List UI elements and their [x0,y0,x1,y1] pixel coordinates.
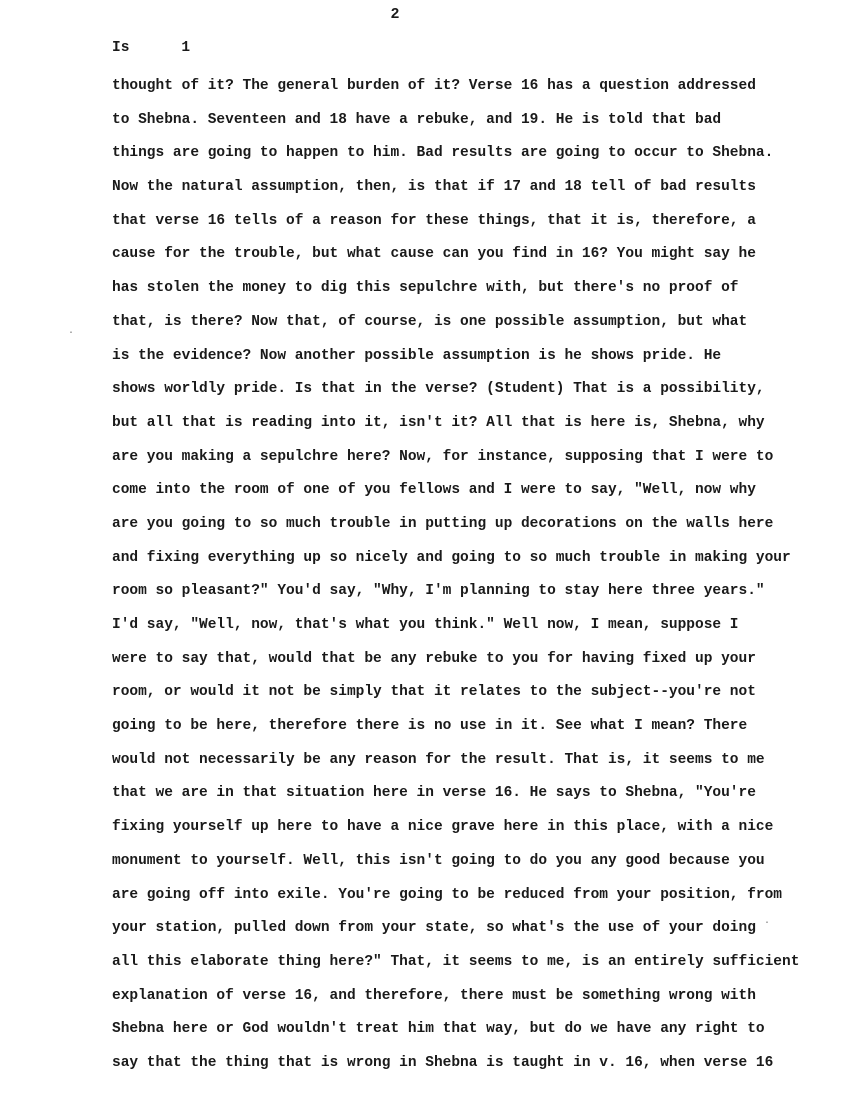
text-line: Shebna here or God wouldn't treat him that way, but do we have any right to [112,1021,765,1038]
text-line: going to be here, therefore there is no use in it. See what I mean? There [112,718,748,735]
text-line: to Shebna. Seventeen and 18 have a rebuke, and 19. He is told that bad [112,111,722,128]
text-line: that, is there? Now that, of course, is one possible assumption, but what [112,313,748,330]
text-line: explanation of verse 16, and therefore, there must be something wrong with [112,987,756,1004]
text-line: is the evidence? Now another possible assumption is he shows pride. He [112,347,722,364]
text-line: Now the natural assumption, then, is that if 17 and 18 tell of bad results [112,179,756,196]
text-line: all this elaborate thing here?" That, it seems to me, is an entirely sufficient [112,953,800,970]
text-line: monument to yourself. Well, this isn't going to do you any good because you [112,852,765,869]
text-line: things are going to happen to him. Bad results are going to occur to Shebna. [112,145,774,162]
text-line: fixing yourself up here to have a nice grave here in this place, with a nice [112,819,774,836]
scan-mark: · [764,918,771,929]
text-line: and fixing everything up so nicely and going to so much trouble in making your [112,549,791,566]
text-line: room so pleasant?" You'd say, "Why, I'm planning to stay here three years." [112,583,765,600]
header-book: Is [112,40,130,56]
text-line: but all that is reading into it, isn't it? All that is here is, Shebna, why [112,414,765,431]
text-line: shows worldly pride. Is that in the verse? (Student) That is a possibility, [112,381,765,398]
text-line: I'd say, "Well, now, that's what you think." Well now, I mean, suppose I [112,617,739,633]
text-line: that verse 16 tells of a reason for these things, that it is, therefore, a [112,212,756,229]
text-line: say that the thing that is wrong in Shebna is taught in v. 16, when verse 16 [112,1054,774,1071]
header-chapter: 1 [181,40,191,56]
text-line: would not necessarily be any reason for the result. That is, it seems to me [112,751,765,768]
text-line: your station, pulled down from your state, so what's the use of your doing [112,920,756,937]
page-number: 2 [390,6,400,23]
text-line: room, or would it not be simply that it relates to the subject--you're not [112,684,756,701]
text-line: are you making a sepulchre here? Now, for instance, supposing that I were to [112,448,774,465]
text-line: has stolen the money to dig this sepulchre with, but there's no proof of [112,280,739,297]
text-line: are you going to so much trouble in putting up decorations on the walls here [112,515,774,532]
text-line: that we are in that situation here in verse 16. He says to Shebna, "You're [112,785,756,802]
scan-mark: · [68,328,75,339]
text-line: thought of it? The general burden of it? Verse 16 has a question addressed [112,78,756,94]
text-line: come into the room of one of you fellows and I were to say, "Well, now why [112,482,756,499]
document-body [112,74,812,1085]
page-header [112,40,190,56]
text-line: cause for the trouble, but what cause can you find in 16? You might say he [112,246,756,263]
text-line: were to say that, would that be any rebuke to you for having fixed up your [112,650,756,667]
text-line: are going off into exile. You're going to be reduced from your position, from [112,886,783,903]
